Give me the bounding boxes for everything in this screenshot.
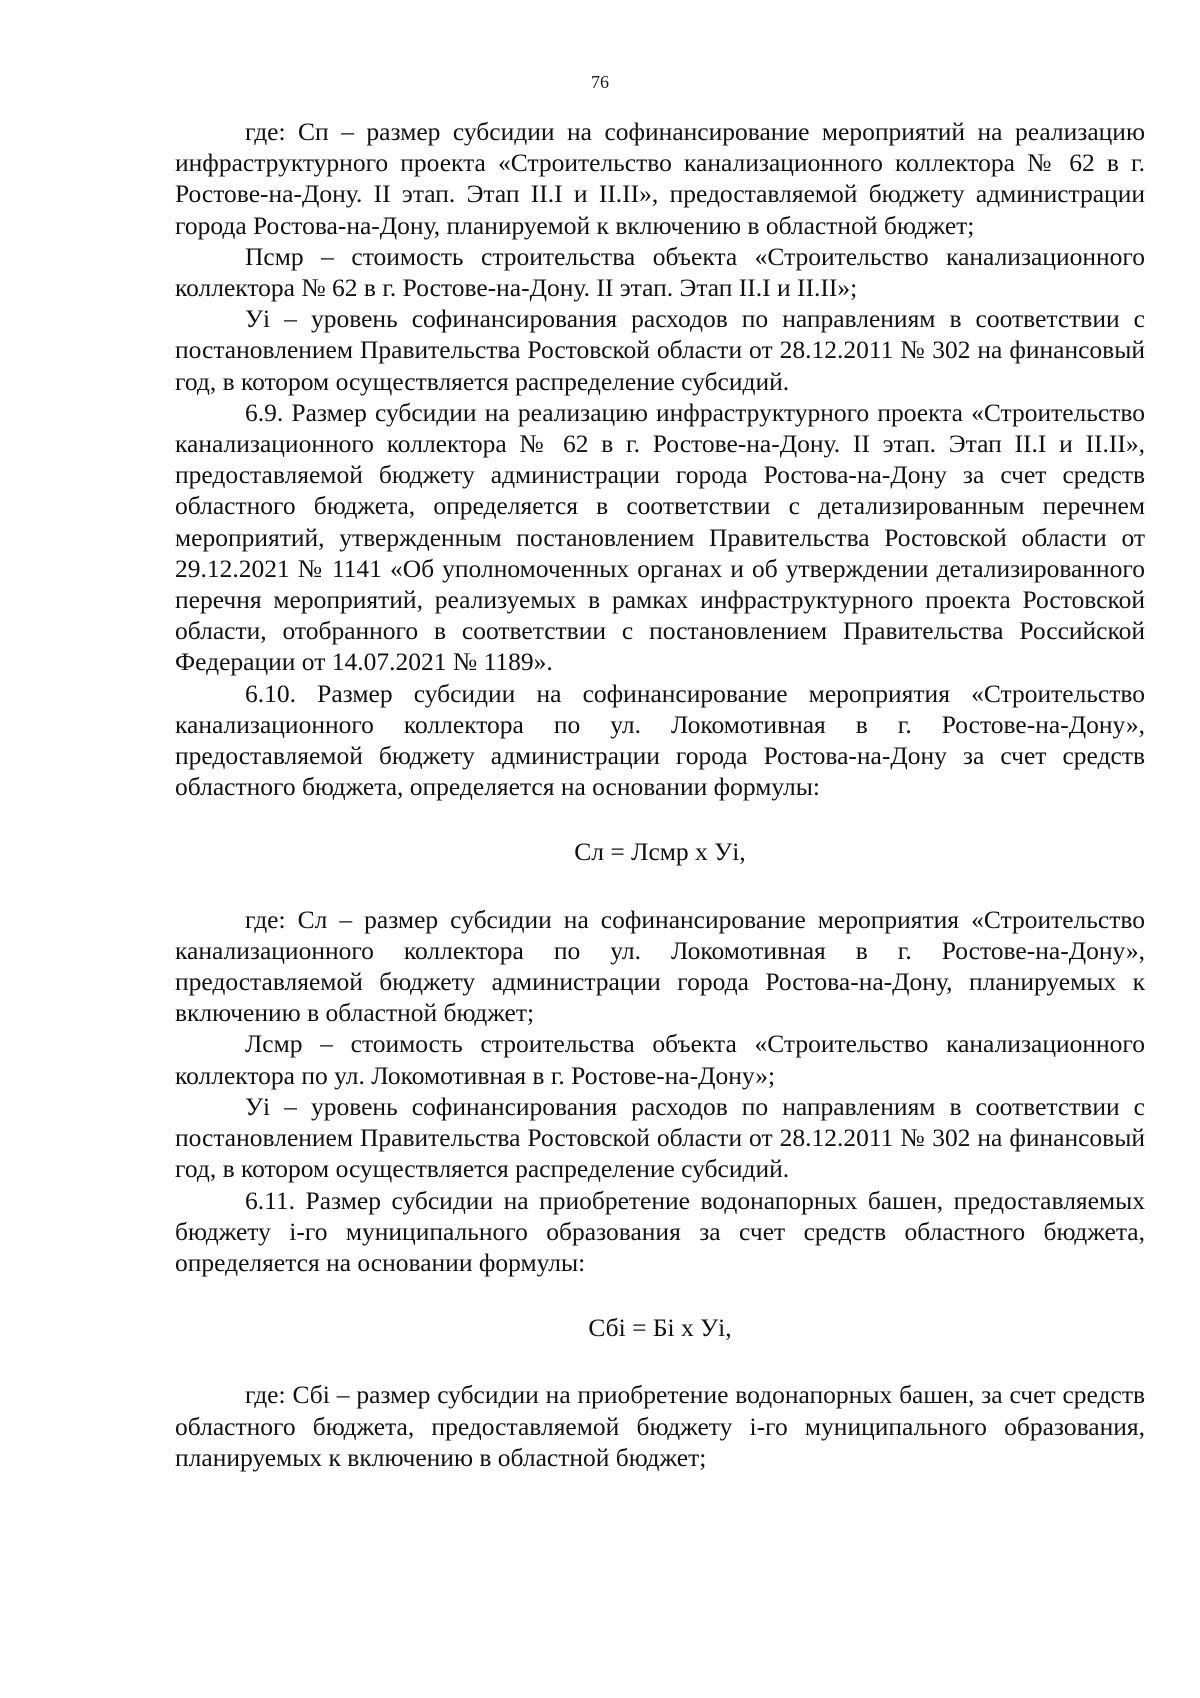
paragraph-6-11: 6.11. Размер субсидии на приобретение водонапорных башен, предоставляемых бюджету i-го муниципального образования за счет средств областного бюджета, определяется на основании формулы: (175, 1185, 1145, 1277)
paragraph-psmr-definition: Псмр – стоимость строительства объекта «Строительство канализационного коллектора № 62 в г. Ростове-на-Дону. II этап. Этап II.I и II.II»; (175, 241, 1145, 303)
paragraph-sl-definition: где: Сл – размер субсидии на софинансирование мероприятия «Строительство канализационного коллектора по ул. Локомотивная в г. Ростове-на-Дону», предоставляемой бюджету администрации города Ростова-на-Дону, планируемых к включению в областной бюджет; (175, 904, 1145, 1028)
paragraph-ui-definition-1: Уi – уровень софинансирования расходов по направлениям в соответствии с постановлением Правительства Ростовской области от 28.12.2011 № 302 на финансовый год, в котором осуществляется распределение субсидий. (175, 304, 1145, 396)
paragraph-sp-definition: где: Сп – размер субсидии на софинансирование мероприятий на реализацию инфраструктурного проекта «Строительство канализационного коллектора № 62 в г. Ростове-на-Дону. II этап. Этап II.I и II.II», предоставляемой бюджету администрации города Ростова-на-Дону, планируемой к включению в областной бюджет; (175, 117, 1145, 240)
formula-sbi: Сбi = Бi х Уi, (588, 1313, 732, 1343)
paragraph-ui-definition-2: Уi – уровень софинансирования расходов по направлениям в соответствии с постановлением Правительства Ростовской области от 28.12.2011 № 302 на финансовый год, в котором осуществляется распределение субсидий. (175, 1091, 1145, 1184)
paragraph-sbi-definition: где: Сбi – размер субсидии на приобретение водонапорных башен, за счет средств областного бюджета, предоставляемой бюджету i-го муниципального образования, планируемых к включению в областной бюджет; (175, 1380, 1145, 1472)
paragraph-6-10: 6.10. Размер субсидии на софинансирование мероприятия «Строительство канализационного коллектора по ул. Локомотивная в г. Ростове-на-Дону», предоставляемой бюджету администрации города Ростова-на-Дону за счет средств областного бюджета, определяется на основании формулы: (175, 678, 1145, 802)
page-number: 76 (591, 72, 609, 92)
formula-sl: Сл = Лсмр х Уi, (574, 837, 746, 867)
document-body (175, 116, 1145, 1473)
paragraph-6-9: 6.9. Размер субсидии на реализацию инфраструктурного проекта «Строительство канализационного коллектора № 62 в г. Ростове-на-Дону. II этап. Этап II.I и II.II», предоставляемой бюджету администрации города Ростова-на-Дону за счет средств областного бюджета, определяется в соответствии с детализированным перечнем мероприятий, утвержденным постановлением Правительства Ростовской области от 29.12.2021 № 1141 «Об уполномоченных органах и об утверждении детализированного перечня мероприятий, реализуемых в рамках инфраструктурного проекта Ростовской области, отобранного в соответствии с постановлением Правительства Российской Федерации от 14.07.2021 № 1189». (175, 397, 1145, 677)
paragraph-lsmr-definition: Лсмр – стоимость строительства объекта «Строительство канализационного коллектора по ул. Локомотивная в г. Ростове-на-Дону»; (175, 1029, 1145, 1090)
